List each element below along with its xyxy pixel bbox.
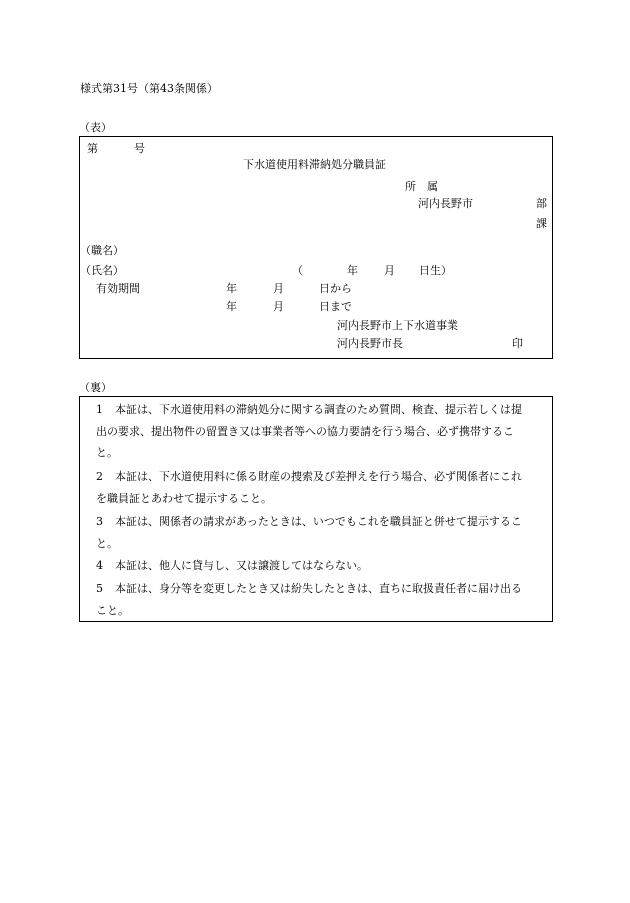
number-suffix: 号 <box>134 142 145 155</box>
front-label: （表） <box>79 121 112 134</box>
back-item-text: 本証は、他人に貸与し、又は譲渡してはならない。 <box>115 559 368 572</box>
back-item-1 <box>96 399 548 464</box>
validity-from-day: 日から <box>319 282 352 295</box>
back-item-text: 本証は、関係者の請求があったときは、いつでもこれを職員証と併せて提示するこ <box>115 515 522 528</box>
validity-from-month: 月 <box>273 282 284 295</box>
validity-from-year: 年 <box>226 282 237 295</box>
issuer-mayor: 河内長野市長 <box>337 337 403 350</box>
job-title-label: （職名） <box>80 244 124 257</box>
back-item-number: 5 <box>96 582 103 595</box>
back-item-number: 2 <box>96 470 103 483</box>
back-item-text: こと。 <box>96 603 129 617</box>
birth-day: 日生） <box>419 264 452 277</box>
birth-month: 月 <box>384 264 395 277</box>
back-item-5 <box>96 578 548 621</box>
front-card <box>79 136 553 359</box>
back-item-number: 1 <box>96 403 103 416</box>
back-item-text: を職員証とあわせて提示すること。 <box>96 491 272 505</box>
birth-year: 年 <box>347 264 358 277</box>
seal-mark: 印 <box>512 337 523 350</box>
affiliation-city: 河内長野市 <box>418 197 473 210</box>
name-label: （氏名） <box>80 264 124 277</box>
back-item-text: 出の要求、提出物件の留置き又は事業者等への協力要請を行う場合、必ず携帯するこ <box>96 424 514 438</box>
back-item-number: 4 <box>96 559 103 572</box>
issuer-org: 河内長野市上下水道事業 <box>337 319 458 332</box>
back-item-text: 本証は、身分等を変更したとき又は紛失したときは、直ちに取扱責任者に届け出る <box>115 582 522 595</box>
back-item-2 <box>96 466 548 509</box>
number-label: 第 <box>87 142 98 155</box>
birth-open: （ <box>292 264 303 277</box>
affiliation-section: 課 <box>536 217 547 230</box>
validity-to-year: 年 <box>226 300 237 313</box>
back-item-text: 本証は、下水道使用料に係る財産の捜索及び差押えを行う場合、必ず関係者にこれ <box>115 470 522 483</box>
affiliation-label: 所 属 <box>405 180 438 193</box>
back-item-number: 3 <box>96 515 103 528</box>
back-item-4 <box>96 555 548 577</box>
affiliation-dept: 部 <box>536 197 547 210</box>
validity-to-month: 月 <box>273 300 284 313</box>
form-number: 様式第31号（第43条関係） <box>80 82 218 95</box>
validity-label: 有効期間 <box>96 282 140 295</box>
back-label: （裏） <box>79 381 112 394</box>
back-item-text: と。 <box>96 536 118 550</box>
validity-to-day: 日まで <box>319 300 352 313</box>
back-item-text: と。 <box>96 446 118 459</box>
back-item-3 <box>96 511 548 554</box>
back-item-text: 本証は、下水道使用料の滞納処分に関する調査のため質問、検査、提示若しくは提 <box>115 403 522 416</box>
card-title: 下水道使用料滞納処分職員証 <box>243 158 386 171</box>
